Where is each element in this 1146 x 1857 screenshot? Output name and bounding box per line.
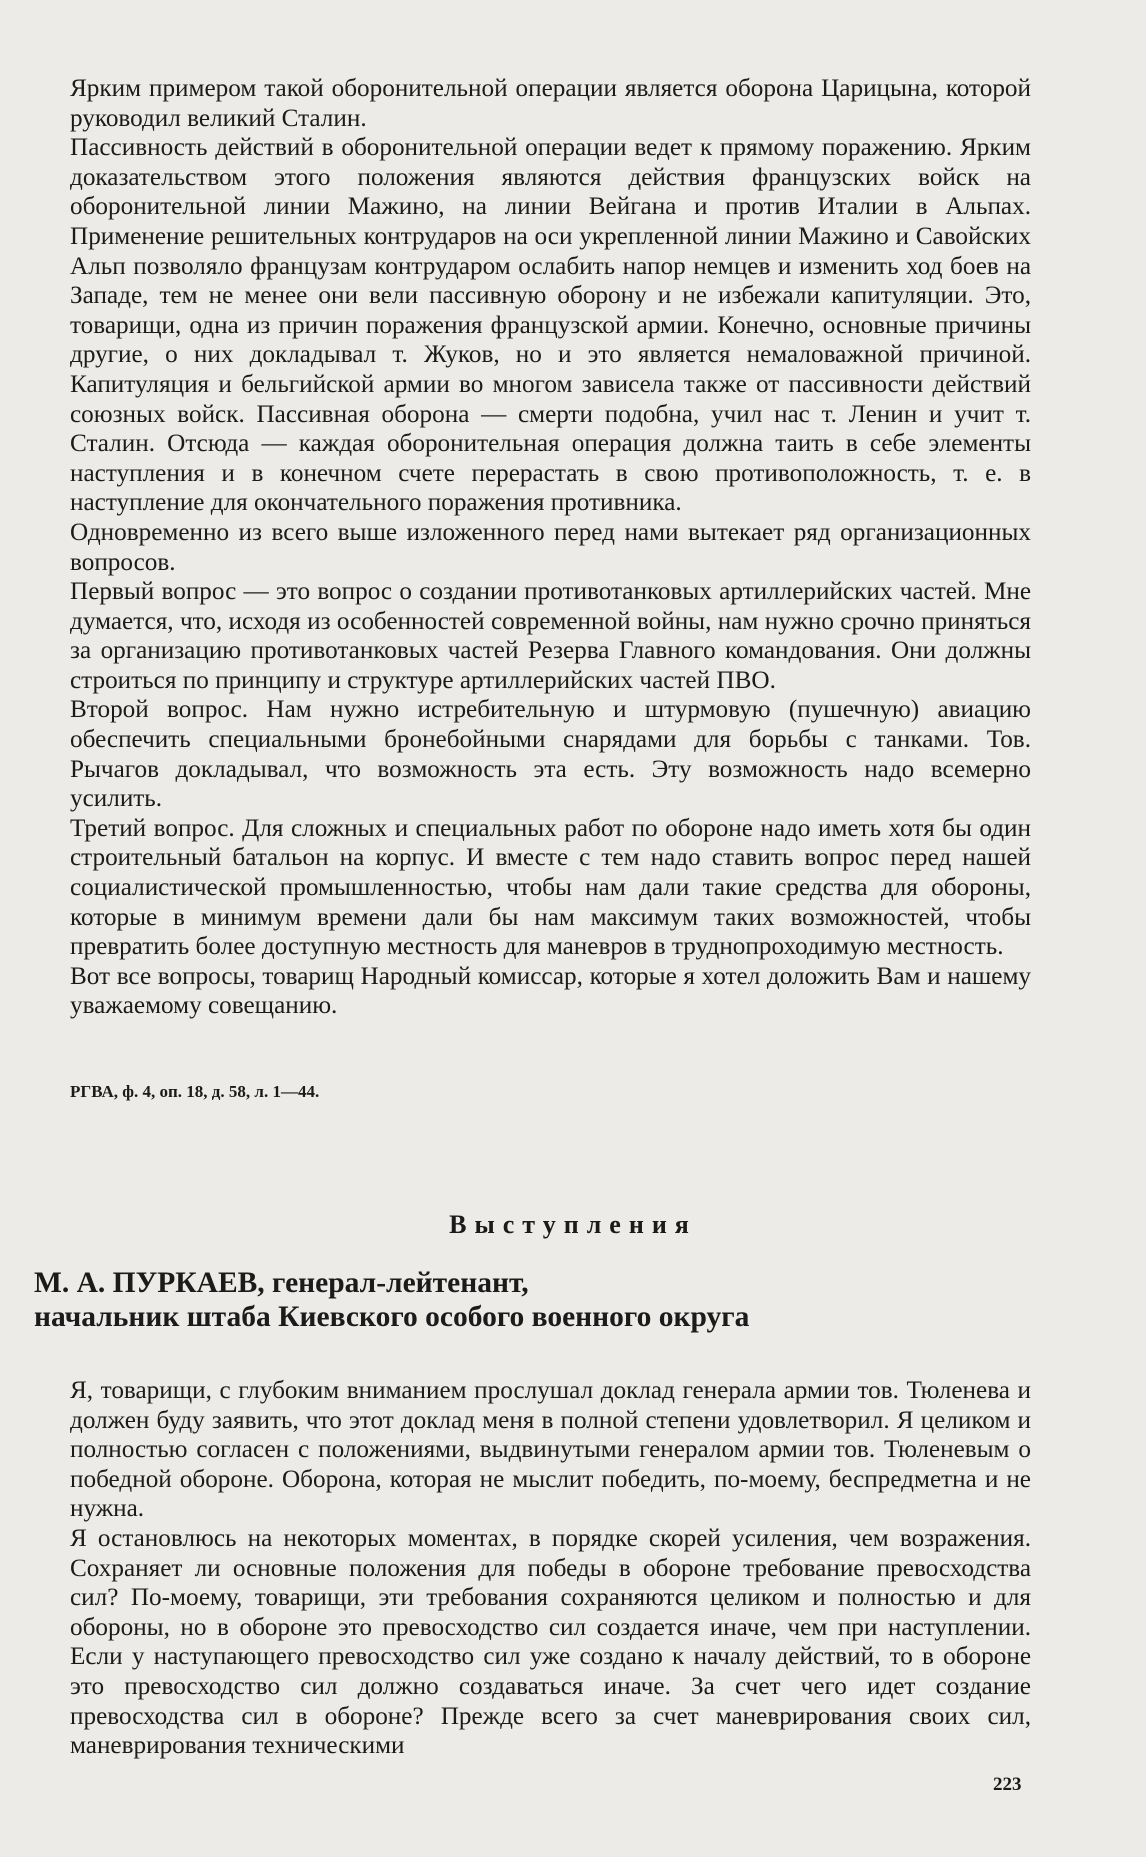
body-text	[70, 74, 1031, 1021]
archive-source-reference: РГВА, ф. 4, оп. 18, д. 58, л. 1—44.	[70, 1082, 320, 1101]
speech-text	[70, 1376, 1031, 1761]
speaker-position: начальник штаба Киевского особого военного округа	[34, 1301, 750, 1333]
section-title: Выступления	[449, 1210, 697, 1239]
paragraph-third-question: Третий вопрос. Для сложных и специальных работ по обороне надо иметь хотя бы один строительный батальон на корпус. И вместе с тем надо ставить вопрос перед нашей социалистической промышленностью, чтобы нам дали такие средства для обороны, которые в минимум времени дали бы нам максимум таких возможностей, чтобы превратить более доступную местность для маневров в труднопроходимую местность.	[70, 814, 1031, 961]
page-number: 223	[993, 1774, 1022, 1795]
speech-paragraph-intro: Я, товарищи, с глубоким вниманием прослушал доклад генерала армии тов. Тюленева и должен буду заявить, что этот доклад меня в полной степени удовлетворил. Я целиком и полностью согласен с положениями, выдвинутыми генералом армии тов. Тюленевым о победной обороне. Оборона, которая не мыслит победить, по-моему, беспредметна и не нужна.	[70, 1377, 1031, 1523]
paragraph-first-question: Первый вопрос — это вопрос о создании противотанковых артиллерийских частей. Мне думается, что, исходя из особенностей современной войны, нам нужно срочно приняться за организацию противотанковых частей Резерва Главного командования. Они должны строиться по принципу и структуре артиллерийских частей ПВО.	[70, 578, 1031, 694]
paragraph-organizational-questions: Одновременно из всего выше изложенного перед нами вытекает ряд организационных вопросов.	[70, 518, 1031, 576]
paragraph-closing: Вот все вопросы, товарищ Народный комиссар, которые я хотел доложить Вам и нашему уважаемому совещанию.	[70, 962, 1031, 1020]
speech-paragraph-superiority: Я остановлюсь на некоторых моментах, в порядке скорей усиления, чем возражения. Сохраняет ли основные положения для победы в обороне требование превосходства сил? По-моему, товарищи, эти требования сохраняются целиком и полностью и для обороны, но в обороне это превосходство сил создается иначе, чем при наступлении. Если у наступающего превосходство сил уже создано к началу действий, то в обороне это превосходство сил должно создаваться иначе. За счет чего идет создание превосходства сил в обороне? Прежде всего за счет маневрирования своих сил, маневрирования техническими	[70, 1524, 1031, 1760]
paragraph-passive-defense: Пассивность действий в оборонительной операции ведет к прямому поражению. Ярким доказательством этого положения являются действия французских войск на оборонительной линии Мажино, на линии Вейгана и против Италии в Альпах. Применение решительных контрударов на оси укрепленной линии Мажино и Савойских Альп позволяло французам контрударом ослабить напор немцев и изменить ход боев на Западе, тем не менее они вели пассивную оборону и не избежали капитуляции. Это, товарищи, одна из причин поражения французской армии. Конечно, основные причины другие, о них докладывал т. Жуков, но и это является немаловажной причиной. Капитуляция и бельгийской армии во многом зависела также от пассивности действий союзных войск. Пассивная оборона — смерти подобна, учил нас т. Ленин и учит т. Сталин. Отсюда — каждая оборонительная операция должна таить в себе элементы наступления и в конечном счете перерастать в свою противоположность, т. е. в наступление для окончательного поражения противника.	[70, 134, 1031, 517]
paragraph-second-question: Второй вопрос. Нам нужно истребительную и штурмовую (пушечную) авиацию обеспечить специальными бронебойными снарядами для борьбы с танками. Тов. Рычагов докладывал, что возможность эта есть. Эту возможность надо всемерно усилить.	[70, 696, 1031, 813]
paragraph-tsaritsyn: Ярким примером такой оборонительной операции является оборона Царицына, которой руководил великий Сталин.	[70, 75, 1031, 132]
speaker-name-rank: М. А. ПУРКАЕВ, генерал-лейтенант,	[34, 1267, 529, 1299]
speaker-heading	[34, 1266, 1034, 1334]
